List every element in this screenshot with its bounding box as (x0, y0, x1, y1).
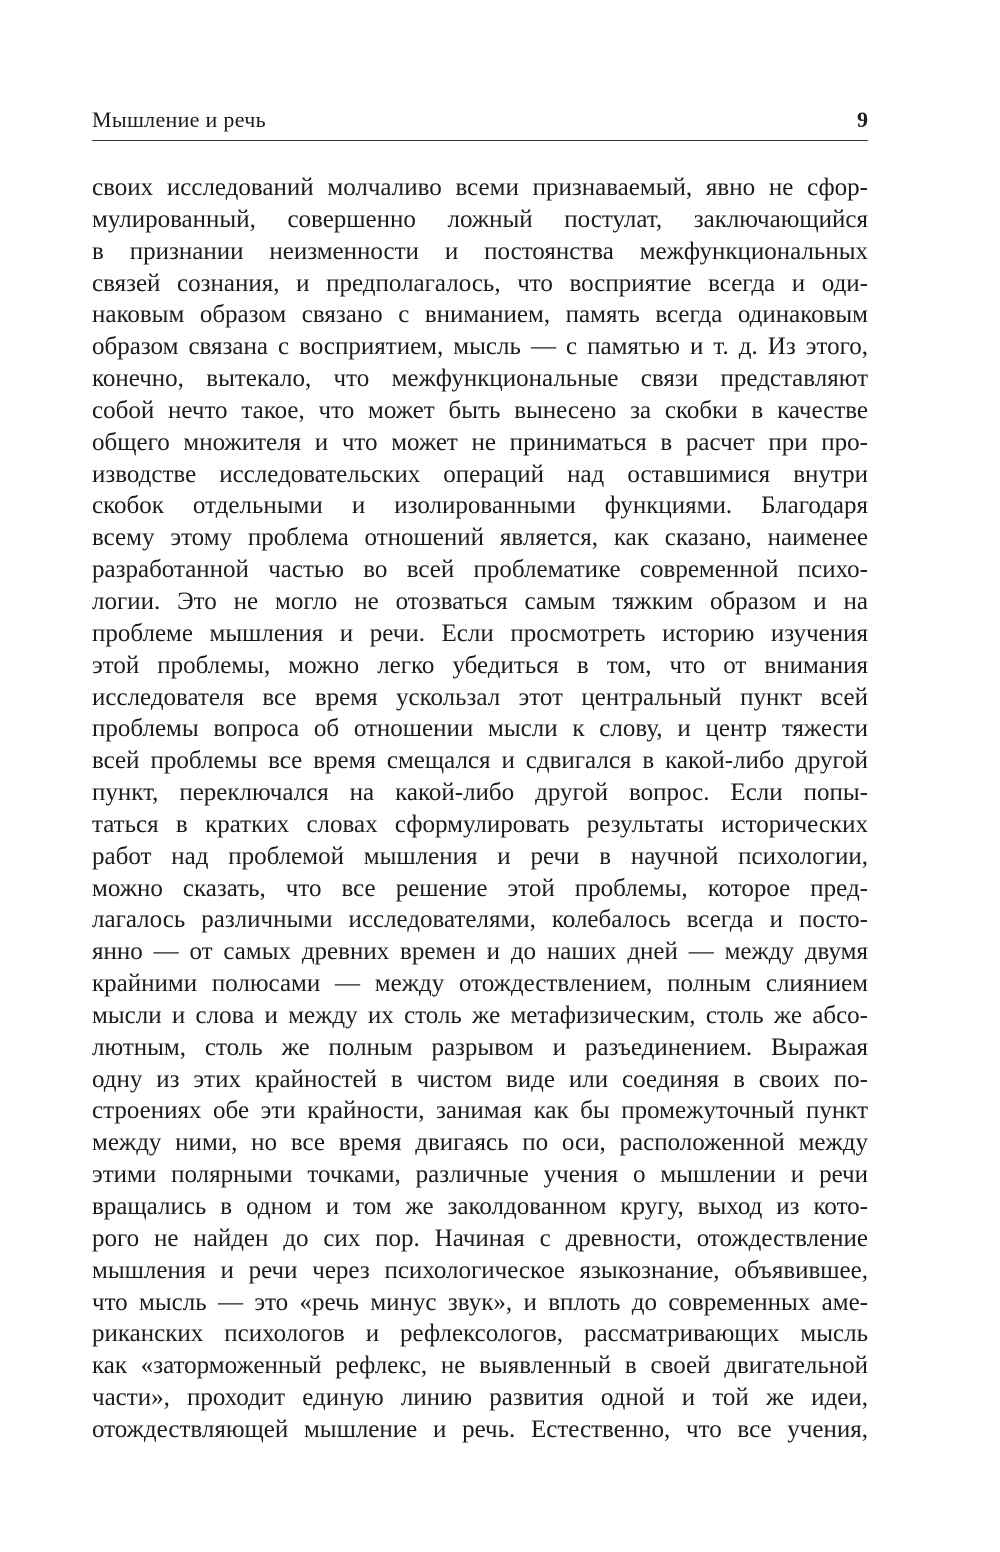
text-line: образом связана с восприятием, мысль — с памятью и т. д. Из этого, (92, 333, 868, 361)
page-number: 9 (857, 107, 868, 132)
text-line: пункт, переключался на какой-либо другой вопрос. Если попы- (92, 779, 868, 807)
text-line: отождествляющей мышление и речь. Естественно, что все учения, (92, 1415, 868, 1443)
text-line: всему этому проблема отношений является, как сказано, наименее (92, 524, 868, 552)
text-line: работ над проблемой мышления и речи в научной психологии, (92, 842, 868, 870)
running-title: Мышление и речь (92, 107, 266, 132)
running-header (92, 106, 868, 141)
text-line: строениях обе эти крайности, занимая как бы промежуточный пункт (92, 1097, 868, 1125)
text-line: этой проблемы, можно легко убедиться в том, что от внимания (92, 651, 868, 679)
text-line: что мысль — это «речь минус звук», и вплоть до современных аме- (92, 1288, 868, 1316)
text-line: проблеме мышления и речи. Если просмотреть историю изучения (92, 619, 868, 647)
text-line: крайними полюсами — между отождествлением, полным слиянием (92, 970, 868, 998)
text-line: лагалось различными исследователями, колебалось всегда и посто- (92, 906, 868, 934)
text-line: в признании неизменности и постоянства межфункциональных (92, 237, 868, 265)
text-line: части», проходит единую линию развития одной и той же идеи, (92, 1384, 868, 1412)
text-line: рого не найден до сих пор. Начиная с древности, отождествление (92, 1224, 868, 1252)
text-line: своих исследований молчаливо всеми признаваемый, явно не сфор- (92, 174, 868, 201)
text-line: общего множителя и что может не приниматься в расчет при про- (92, 428, 868, 456)
text-line: одну из этих крайностей в чистом виде или соединяя в своих по- (92, 1065, 868, 1093)
text-line: лютным, столь же полным разрывом и разъединением. Выражая (92, 1033, 868, 1061)
text-line: всей проблемы все время смещался и сдвигался в какой-либо другой (92, 747, 868, 775)
text-line: изводстве исследовательских операций над оставшимися внутри (92, 460, 868, 488)
text-line: собой нечто такое, что может быть вынесено за скобки в качестве (92, 396, 868, 424)
text-line: логии. Это не могло не отозваться самым тяжким образом и на (92, 587, 868, 615)
body-text (92, 172, 868, 1446)
text-line: между ними, но все время двигаясь по оси, расположенной между (92, 1129, 868, 1157)
text-line: таться в кратких словах сформулировать результаты исторических (92, 810, 868, 838)
text-line: проблемы вопроса об отношении мысли к слову, и центр тяжести (92, 715, 868, 743)
text-line: этими полярными точками, различные учения о мышлении и речи (92, 1161, 868, 1189)
text-line: янно — от самых древних времен и до наших дней — между двумя (92, 938, 868, 966)
text-line: как «заторможенный рефлекс, не выявленный в своей двигательной (92, 1352, 868, 1380)
text-line: мулированный, совершенно ложный постулат, заключающийся (92, 205, 868, 233)
text-line: наковым образом связано с вниманием, память всегда одинаковым (92, 301, 868, 329)
text-line: связей сознания, и предполагалось, что восприятие всегда и оди- (92, 269, 868, 297)
text-line: мышления и речи через психологическое языкознание, объявившее, (92, 1256, 868, 1284)
text-line: вращались в одном и том же заколдованном кругу, выход из кото- (92, 1193, 868, 1220)
text-line: риканских психологов и рефлексологов, рассматривающих мысль (92, 1320, 868, 1348)
text-line: конечно, вытекало, что межфункциональные связи представляют (92, 365, 868, 393)
text-line: скобок отдельными и изолированными функциями. Благодаря (92, 492, 868, 520)
text-line: мысли и слова и между их столь же метафизическим, столь же абсо- (92, 1001, 868, 1029)
text-line: исследователя все время ускользал этот центральный пункт всей (92, 683, 868, 711)
text-line: можно сказать, что все решение этой проблемы, которое пред- (92, 874, 868, 902)
text-line: разработанной частью во всей проблематике современной психо- (92, 556, 868, 584)
